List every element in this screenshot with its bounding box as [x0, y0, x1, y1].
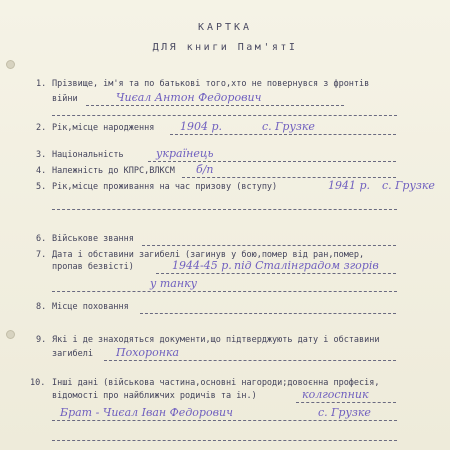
field-label: Інші дані (військова частина,основні нагороди;довоєнна професія,	[52, 378, 380, 388]
field-9-line-2	[0, 346, 450, 365]
field-2	[0, 120, 450, 139]
field-number: 10.	[30, 378, 46, 388]
field-number: 8.	[36, 302, 47, 312]
answer-line	[52, 209, 397, 210]
field-label: Дата і обставини загибелі (загинув у бою,помер від ран,помер,	[52, 250, 365, 260]
field-number: 7.	[36, 250, 47, 260]
field-6	[0, 234, 450, 250]
answer-line	[86, 105, 344, 106]
field-number: 1.	[36, 79, 47, 89]
field-5	[0, 179, 450, 198]
answer-relative-place: с. Грузке	[318, 406, 371, 419]
field-number: 9.	[36, 335, 47, 345]
answer-residence-year: 1941 р.	[328, 179, 371, 192]
field-label: Рік,місце проживання на час призову (вступу)	[52, 182, 278, 192]
field-10-line-2	[0, 388, 450, 407]
answer-relative: Брат - Чиєал Іван Федорович	[60, 406, 233, 419]
card-title: КАРТКА	[197, 22, 253, 33]
field-label: Рік,місце народження	[52, 123, 155, 133]
field-number: 5.	[36, 182, 47, 192]
field-label: Військове звання	[52, 234, 134, 244]
answer-line	[142, 245, 396, 246]
answer-line	[182, 177, 396, 178]
field-number: 4.	[36, 166, 47, 176]
answer-line	[104, 360, 396, 361]
field-label: пропав безвісті)	[52, 262, 134, 272]
field-number: 2.	[36, 123, 47, 133]
answer-line	[170, 134, 396, 135]
answer-party: б/п	[196, 163, 214, 176]
field-number: 6.	[36, 234, 47, 244]
answer-line	[52, 291, 397, 292]
answer-death-circumstances: під Сталінградом згорів	[234, 259, 379, 272]
answer-line	[52, 115, 397, 116]
field-8	[0, 302, 450, 318]
answer-line	[296, 402, 396, 403]
card-subtitle: ДЛЯ книги Пам'ятІ	[152, 42, 298, 53]
field-label: Національність	[52, 150, 124, 160]
answer-residence-place: с. Грузке	[382, 179, 435, 192]
field-label: Прізвище, ім'я та по батькові того,хто не повернувся з фронтів	[52, 79, 370, 89]
field-7-line-2	[0, 259, 450, 278]
field-7-line-3	[0, 277, 450, 296]
field-label: Належність до КПРС,ВЛКСМ	[52, 166, 175, 176]
answer-documents: Похоронка	[116, 346, 180, 359]
field-label: Які і де знаходяться документи,що підтверджують дату і обставини	[52, 335, 380, 345]
answer-nationality: українець	[156, 147, 214, 160]
field-1-line-2	[0, 91, 450, 110]
field-label: загибелі	[52, 349, 93, 359]
punch-hole	[6, 60, 15, 69]
answer-death-circumstances-cont: у танку	[150, 277, 198, 290]
answer-line	[148, 161, 396, 162]
answer-full-name: Чиєал Антон Федорович	[116, 91, 262, 104]
field-label: Місце поховання	[52, 302, 129, 312]
answer-line	[52, 420, 397, 421]
answer-line	[52, 440, 397, 441]
answer-profession: колгоспник	[302, 388, 369, 401]
field-number: 3.	[36, 150, 47, 160]
answer-line	[140, 313, 396, 314]
answer-birth-place: с. Грузке	[262, 120, 315, 133]
field-label: війни	[52, 94, 78, 104]
field-label: відомості про найближчих родичів та ін.)	[52, 391, 257, 401]
answer-death-date: 1944-45 р.	[172, 259, 232, 272]
field-3	[0, 147, 450, 166]
answer-line	[156, 273, 396, 274]
field-10-line-3	[0, 406, 450, 425]
answer-birth-year: 1904 р.	[180, 120, 223, 133]
